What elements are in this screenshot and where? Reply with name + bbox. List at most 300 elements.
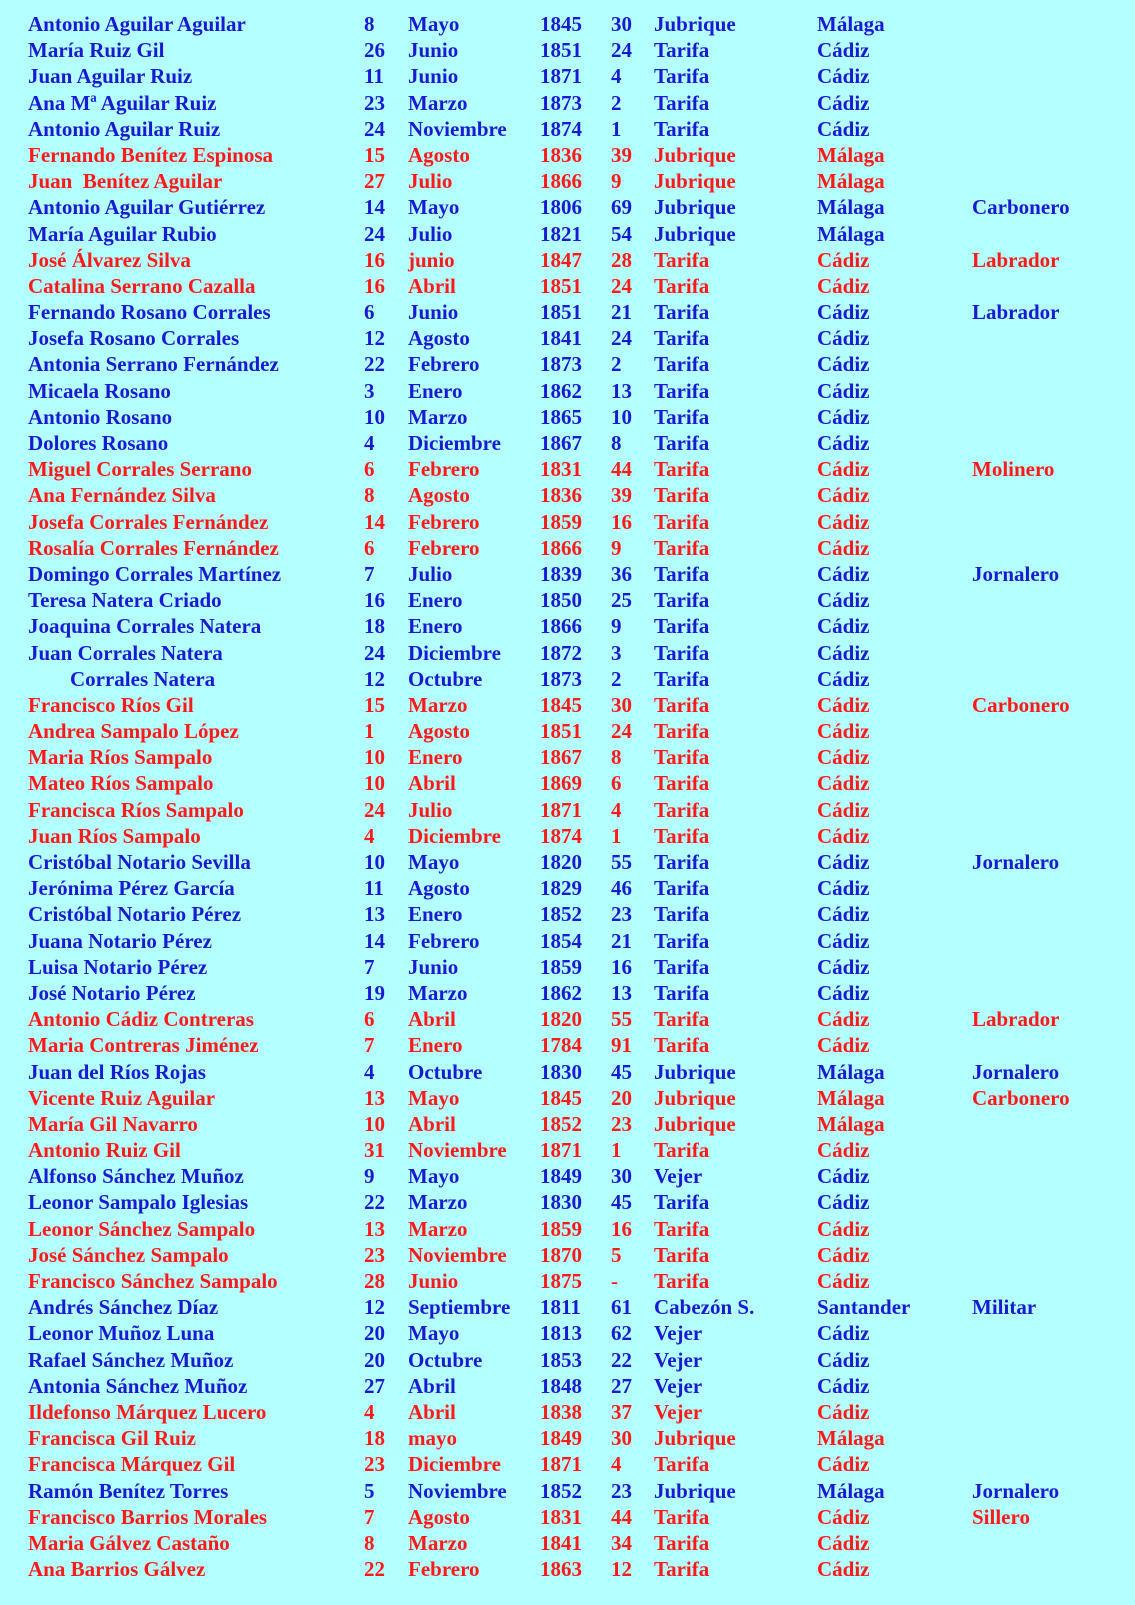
- age: 2: [611, 352, 622, 377]
- person-name: Leonor Sánchez Sampalo: [28, 1216, 256, 1241]
- birth-town: Vejer: [654, 1347, 703, 1372]
- age: 30: [611, 12, 632, 36]
- age: 30: [611, 1426, 632, 1451]
- birth-day: 14: [364, 509, 385, 534]
- birth-town: Jubrique: [654, 1478, 736, 1503]
- table-row: [0, 928, 1135, 954]
- birth-province: Málaga: [817, 195, 885, 220]
- birth-month: Marzo: [408, 404, 468, 429]
- birth-day: 18: [364, 1426, 385, 1451]
- birth-month: Marzo: [408, 1530, 468, 1555]
- person-name: Ana Fernández Silva: [28, 483, 216, 508]
- birth-town: Jubrique: [654, 195, 736, 220]
- person-name: María Aguilar Rubio: [28, 221, 217, 246]
- birth-province: Cádiz: [817, 273, 870, 298]
- birth-province: Málaga: [817, 12, 885, 36]
- birth-day: 22: [364, 1557, 385, 1582]
- age: 44: [611, 1504, 632, 1529]
- table-row: [0, 247, 1135, 273]
- age: 1: [611, 823, 622, 848]
- birth-province: Cádiz: [817, 928, 870, 953]
- birth-day: 24: [364, 640, 385, 665]
- birth-province: Cádiz: [817, 1452, 870, 1477]
- birth-province: Cádiz: [817, 326, 870, 351]
- birth-town: Jubrique: [654, 221, 736, 246]
- table-row: [0, 561, 1135, 587]
- birth-day: 16: [364, 588, 385, 613]
- person-name: Juana Notario Pérez: [28, 928, 212, 953]
- birth-year: 1862: [540, 378, 582, 403]
- birth-town: Tarifa: [654, 928, 710, 953]
- person-name: Cristóbal Notario Pérez: [28, 902, 242, 927]
- birth-month: Enero: [408, 614, 463, 639]
- birth-month: junio: [408, 247, 455, 272]
- birth-day: 15: [364, 692, 385, 717]
- age: 23: [611, 902, 632, 927]
- birth-month: Junio: [408, 38, 459, 63]
- age: 22: [611, 1347, 632, 1372]
- birth-month: Mayo: [408, 1321, 460, 1346]
- table-row: [0, 666, 1135, 692]
- age: 27: [611, 1373, 632, 1398]
- birth-town: Tarifa: [654, 116, 710, 141]
- birth-year: 1820: [540, 1007, 582, 1032]
- birth-month: Diciembre: [408, 640, 501, 665]
- birth-year: 1873: [540, 666, 582, 691]
- birth-month: mayo: [408, 1426, 457, 1451]
- birth-town: Tarifa: [654, 247, 710, 272]
- table-row: [0, 1294, 1135, 1320]
- age: 21: [611, 928, 632, 953]
- age: 4: [611, 797, 622, 822]
- birth-town: Tarifa: [654, 876, 710, 901]
- birth-year: 1872: [540, 640, 582, 665]
- person-name: Joaquina Corrales Natera: [28, 614, 262, 639]
- birth-town: Cabezón S.: [654, 1295, 755, 1320]
- person-name: María Ruiz Gil: [28, 38, 165, 63]
- occupation: Jornalero: [972, 1478, 1060, 1503]
- birth-month: Agosto: [408, 876, 470, 901]
- birth-month: Octubre: [408, 1059, 483, 1084]
- birth-year: 1830: [540, 1190, 582, 1215]
- birth-day: 7: [364, 1504, 375, 1529]
- birth-month: Diciembre: [408, 823, 501, 848]
- table-row: [0, 404, 1135, 430]
- birth-month: Agosto: [408, 719, 470, 744]
- birth-town: Tarifa: [654, 1530, 710, 1555]
- table-row: [0, 37, 1135, 63]
- person-name: Francisca Ríos Sampalo: [28, 797, 244, 822]
- age: 1: [611, 116, 622, 141]
- person-name: Micaela Rosano: [28, 378, 171, 403]
- birth-year: 1836: [540, 483, 582, 508]
- birth-month: Marzo: [408, 90, 468, 115]
- birth-town: Tarifa: [654, 352, 710, 377]
- table-row: [0, 351, 1135, 377]
- birth-town: Tarifa: [654, 64, 710, 89]
- birth-month: Enero: [408, 1033, 463, 1058]
- table-row: [0, 1085, 1135, 1111]
- birth-month: Julio: [408, 797, 453, 822]
- birth-day: 14: [364, 928, 385, 953]
- person-name: José Álvarez Silva: [28, 247, 191, 272]
- birth-day: 10: [364, 850, 385, 874]
- birth-month: Marzo: [408, 1216, 468, 1241]
- birth-day: 6: [364, 535, 375, 560]
- birth-year: 1806: [540, 195, 582, 220]
- birth-year: 1821: [540, 221, 582, 246]
- birth-year: 1867: [540, 745, 582, 770]
- birth-day: 8: [364, 12, 375, 36]
- occupation: Militar: [972, 1295, 1037, 1320]
- age: 25: [611, 588, 632, 613]
- birth-province: Málaga: [817, 1478, 885, 1503]
- birth-month: Enero: [408, 745, 463, 770]
- birth-day: 10: [364, 404, 385, 429]
- birth-day: 16: [364, 273, 385, 298]
- birth-day: 5: [364, 1478, 375, 1503]
- birth-province: Cádiz: [817, 1138, 870, 1163]
- birth-province: Cádiz: [817, 1033, 870, 1058]
- birth-year: 1867: [540, 431, 582, 455]
- birth-year: 1866: [540, 169, 582, 194]
- birth-province: Cádiz: [817, 719, 870, 744]
- age: 4: [611, 64, 622, 89]
- birth-month: Abril: [408, 1111, 456, 1136]
- person-name: Antonio Ruiz Gil: [28, 1138, 181, 1163]
- age: 61: [611, 1295, 632, 1320]
- person-name: Maria Gálvez Castaño: [28, 1530, 230, 1555]
- table-row: [0, 1451, 1135, 1477]
- birth-day: 6: [364, 300, 375, 325]
- birth-province: Málaga: [817, 142, 885, 167]
- birth-year: 1845: [540, 12, 582, 36]
- birth-day: 24: [364, 116, 385, 141]
- birth-town: Tarifa: [654, 902, 710, 927]
- birth-day: 6: [364, 1007, 375, 1032]
- age: 4: [611, 1452, 622, 1477]
- person-name: Francisca Gil Ruiz: [28, 1426, 196, 1451]
- birth-month: Julio: [408, 221, 453, 246]
- birth-province: Cádiz: [817, 116, 870, 141]
- birth-day: 7: [364, 1033, 375, 1058]
- table-row: [0, 640, 1135, 666]
- birth-town: Tarifa: [654, 823, 710, 848]
- person-name: Vicente Ruiz Aguilar: [28, 1085, 216, 1110]
- table-row: [0, 482, 1135, 508]
- person-name: Maria Contreras Jiménez: [28, 1033, 259, 1058]
- birth-month: Mayo: [408, 12, 460, 36]
- age: 37: [611, 1399, 632, 1424]
- occupation: Jornalero: [972, 1059, 1060, 1084]
- birth-month: Noviembre: [408, 116, 507, 141]
- age: 23: [611, 1478, 632, 1503]
- birth-year: 1836: [540, 142, 582, 167]
- age: 1: [611, 1138, 622, 1163]
- birth-town: Tarifa: [654, 483, 710, 508]
- occupation: Carbonero: [972, 1085, 1070, 1110]
- person-name: Josefa Corrales Fernández: [28, 509, 269, 534]
- age: 3: [611, 640, 622, 665]
- person-name: Ildefonso Márquez Lucero: [28, 1399, 267, 1424]
- birth-day: 22: [364, 352, 385, 377]
- table-row: [0, 325, 1135, 351]
- birth-province: Cádiz: [817, 561, 870, 586]
- birth-day: 11: [364, 876, 384, 901]
- birth-day: 24: [364, 797, 385, 822]
- birth-year: 1859: [540, 954, 582, 979]
- person-name: Catalina Serrano Cazalla: [28, 273, 256, 298]
- birth-town: Tarifa: [654, 300, 710, 325]
- birth-year: 1850: [540, 588, 582, 613]
- age: 30: [611, 692, 632, 717]
- birth-day: 4: [364, 431, 375, 455]
- birth-town: Vejer: [654, 1164, 703, 1189]
- birth-town: Tarifa: [654, 588, 710, 613]
- birth-province: Cádiz: [817, 431, 870, 455]
- birth-province: Cádiz: [817, 640, 870, 665]
- table-row: [0, 116, 1135, 142]
- occupation: Jornalero: [972, 850, 1060, 874]
- birth-month: Julio: [408, 169, 453, 194]
- person-name: Antonia Serrano Fernández: [28, 352, 279, 377]
- birth-province: Cádiz: [817, 850, 870, 874]
- birth-year: 1839: [540, 561, 582, 586]
- birth-town: Tarifa: [654, 431, 710, 455]
- birth-year: 1841: [540, 326, 582, 351]
- birth-month: Agosto: [408, 1504, 470, 1529]
- birth-province: Cádiz: [817, 483, 870, 508]
- age: -: [611, 1269, 618, 1293]
- birth-province: Cádiz: [817, 980, 870, 1005]
- birth-year: 1871: [540, 64, 582, 89]
- age: 16: [611, 1216, 632, 1241]
- birth-year: 1871: [540, 797, 582, 822]
- birth-province: Cádiz: [817, 64, 870, 89]
- birth-town: Tarifa: [654, 561, 710, 586]
- age: 62: [611, 1321, 632, 1346]
- birth-town: Tarifa: [654, 38, 710, 63]
- person-name: Rafael Sánchez Muñoz: [28, 1347, 234, 1372]
- person-name: Antonio Aguilar Ruiz: [28, 116, 221, 141]
- age: 44: [611, 457, 632, 482]
- birth-day: 1: [364, 719, 375, 744]
- birth-month: Enero: [408, 902, 463, 927]
- table-row: [0, 1137, 1135, 1163]
- birth-month: Junio: [408, 64, 459, 89]
- age: 24: [611, 273, 632, 298]
- table-row: [0, 875, 1135, 901]
- birth-month: Agosto: [408, 326, 470, 351]
- age: 13: [611, 378, 632, 403]
- person-name: Juan Benítez Aguilar: [28, 169, 223, 194]
- birth-month: Mayo: [408, 195, 460, 220]
- birth-town: Tarifa: [654, 745, 710, 770]
- birth-month: Diciembre: [408, 1452, 501, 1477]
- birth-day: 12: [364, 666, 385, 691]
- birth-province: Cádiz: [817, 352, 870, 377]
- person-name: Ramón Benítez Torres: [28, 1478, 229, 1503]
- table-row: [0, 692, 1135, 718]
- birth-day: 7: [364, 561, 375, 586]
- birth-month: Enero: [408, 588, 463, 613]
- birth-day: 4: [364, 1399, 375, 1424]
- person-name: Francisco Ríos Gil: [28, 692, 194, 717]
- age: 55: [611, 850, 632, 874]
- birth-province: Cádiz: [817, 902, 870, 927]
- birth-month: Febrero: [408, 352, 480, 377]
- table-row: [0, 142, 1135, 168]
- birth-province: Cádiz: [817, 38, 870, 63]
- birth-province: Cádiz: [817, 771, 870, 796]
- birth-province: Cádiz: [817, 588, 870, 613]
- age: 30: [611, 1164, 632, 1189]
- age: 34: [611, 1530, 632, 1555]
- person-name: Antonio Cádiz Contreras: [28, 1007, 254, 1032]
- person-name: Ana Barrios Gálvez: [28, 1557, 206, 1582]
- age: 6: [611, 771, 622, 796]
- birth-town: Tarifa: [654, 640, 710, 665]
- table-row: [0, 1425, 1135, 1451]
- birth-province: Cádiz: [817, 1399, 870, 1424]
- birth-province: Cádiz: [817, 457, 870, 482]
- birth-day: 20: [364, 1321, 385, 1346]
- birth-town: Tarifa: [654, 614, 710, 639]
- birth-town: Jubrique: [654, 1426, 736, 1451]
- occupation: Sillero: [972, 1504, 1030, 1529]
- person-name: Leonor Muñoz Luna: [28, 1321, 215, 1346]
- birth-year: 1849: [540, 1426, 582, 1451]
- birth-day: 20: [364, 1347, 385, 1372]
- birth-year: 1851: [540, 38, 582, 63]
- birth-town: Jubrique: [654, 142, 736, 167]
- person-name: Juan Aguilar Ruiz: [28, 64, 193, 89]
- birth-province: Cádiz: [817, 614, 870, 639]
- birth-month: Marzo: [408, 1190, 468, 1215]
- birth-year: 1831: [540, 1504, 582, 1529]
- age: 54: [611, 221, 632, 246]
- birth-month: Abril: [408, 1373, 456, 1398]
- birth-month: Junio: [408, 1269, 459, 1293]
- person-name: Antonio Aguilar Gutiérrez: [28, 195, 266, 220]
- birth-year: 1875: [540, 1269, 582, 1293]
- birth-day: 4: [364, 823, 375, 848]
- birth-year: 1784: [540, 1033, 582, 1058]
- age: 24: [611, 38, 632, 63]
- table-row: [0, 587, 1135, 613]
- age: 8: [611, 431, 622, 455]
- birth-province: Santander: [817, 1295, 911, 1320]
- birth-town: Tarifa: [654, 1242, 710, 1267]
- birth-town: Vejer: [654, 1399, 703, 1424]
- birth-year: 1853: [540, 1347, 582, 1372]
- birth-year: 1847: [540, 247, 582, 272]
- person-name: Francisco Sánchez Sampalo: [28, 1269, 278, 1293]
- person-name: Alfonso Sánchez Muñoz: [28, 1164, 244, 1189]
- person-name: Fernando Benítez Espinosa: [28, 142, 274, 167]
- birth-province: Cádiz: [817, 1242, 870, 1267]
- birth-day: 24: [364, 221, 385, 246]
- birth-day: 28: [364, 1269, 385, 1293]
- birth-day: 13: [364, 1216, 385, 1241]
- birth-day: 13: [364, 1085, 385, 1110]
- birth-town: Tarifa: [654, 90, 710, 115]
- table-row: [0, 954, 1135, 980]
- birth-day: 31: [364, 1138, 385, 1163]
- birth-year: 1870: [540, 1242, 582, 1267]
- birth-day: 27: [364, 169, 385, 194]
- birth-town: Tarifa: [654, 954, 710, 979]
- birth-town: Tarifa: [654, 850, 710, 874]
- birth-year: 1820: [540, 850, 582, 874]
- birth-year: 1851: [540, 719, 582, 744]
- table-row: [0, 456, 1135, 482]
- birth-province: Cádiz: [817, 247, 870, 272]
- table-row: [0, 718, 1135, 744]
- person-name: Francisco Barrios Morales: [28, 1504, 268, 1529]
- birth-province: Cádiz: [817, 1504, 870, 1529]
- table-row: [0, 1006, 1135, 1032]
- birth-day: 8: [364, 483, 375, 508]
- birth-year: 1873: [540, 90, 582, 115]
- age: 10: [611, 404, 632, 429]
- age: 9: [611, 614, 622, 639]
- table-row: [0, 1530, 1135, 1556]
- birth-town: Tarifa: [654, 1190, 710, 1215]
- birth-province: Cádiz: [817, 509, 870, 534]
- birth-province: Cádiz: [817, 1321, 870, 1346]
- birth-day: 7: [364, 954, 375, 979]
- birth-month: Abril: [408, 771, 456, 796]
- birth-month: Abril: [408, 1399, 456, 1424]
- occupation: Labrador: [972, 300, 1060, 325]
- birth-month: Mayo: [408, 850, 460, 874]
- birth-province: Cádiz: [817, 1269, 870, 1293]
- birth-year: 1813: [540, 1321, 582, 1346]
- table-row: [0, 221, 1135, 247]
- birth-year: 1854: [540, 928, 582, 953]
- age: 16: [611, 954, 632, 979]
- birth-province: Cádiz: [817, 876, 870, 901]
- table-row: [0, 430, 1135, 456]
- birth-province: Cádiz: [817, 1216, 870, 1241]
- birth-month: Noviembre: [408, 1242, 507, 1267]
- birth-year: 1874: [540, 116, 582, 141]
- table-row: [0, 980, 1135, 1006]
- birth-province: Málaga: [817, 1111, 885, 1136]
- person-name: Luisa Notario Pérez: [28, 954, 208, 979]
- birth-province: Málaga: [817, 1059, 885, 1084]
- table-row: [0, 1111, 1135, 1137]
- age: 39: [611, 483, 632, 508]
- table-row: [0, 509, 1135, 535]
- age: 39: [611, 142, 632, 167]
- birth-month: Mayo: [408, 1085, 460, 1110]
- person-name: Andrés Sánchez Díaz: [28, 1295, 219, 1320]
- birth-province: Cádiz: [817, 1373, 870, 1398]
- occupation: Molinero: [972, 457, 1055, 482]
- person-name: Dolores Rosano: [28, 431, 169, 455]
- birth-province: Cádiz: [817, 90, 870, 115]
- birth-day: 10: [364, 745, 385, 770]
- age: 12: [611, 1557, 632, 1582]
- age: 55: [611, 1007, 632, 1032]
- age: 45: [611, 1059, 632, 1084]
- table-row: [0, 1189, 1135, 1215]
- birth-province: Cádiz: [817, 300, 870, 325]
- person-name: Antonio Aguilar Aguilar: [28, 12, 246, 36]
- table-row: [0, 1216, 1135, 1242]
